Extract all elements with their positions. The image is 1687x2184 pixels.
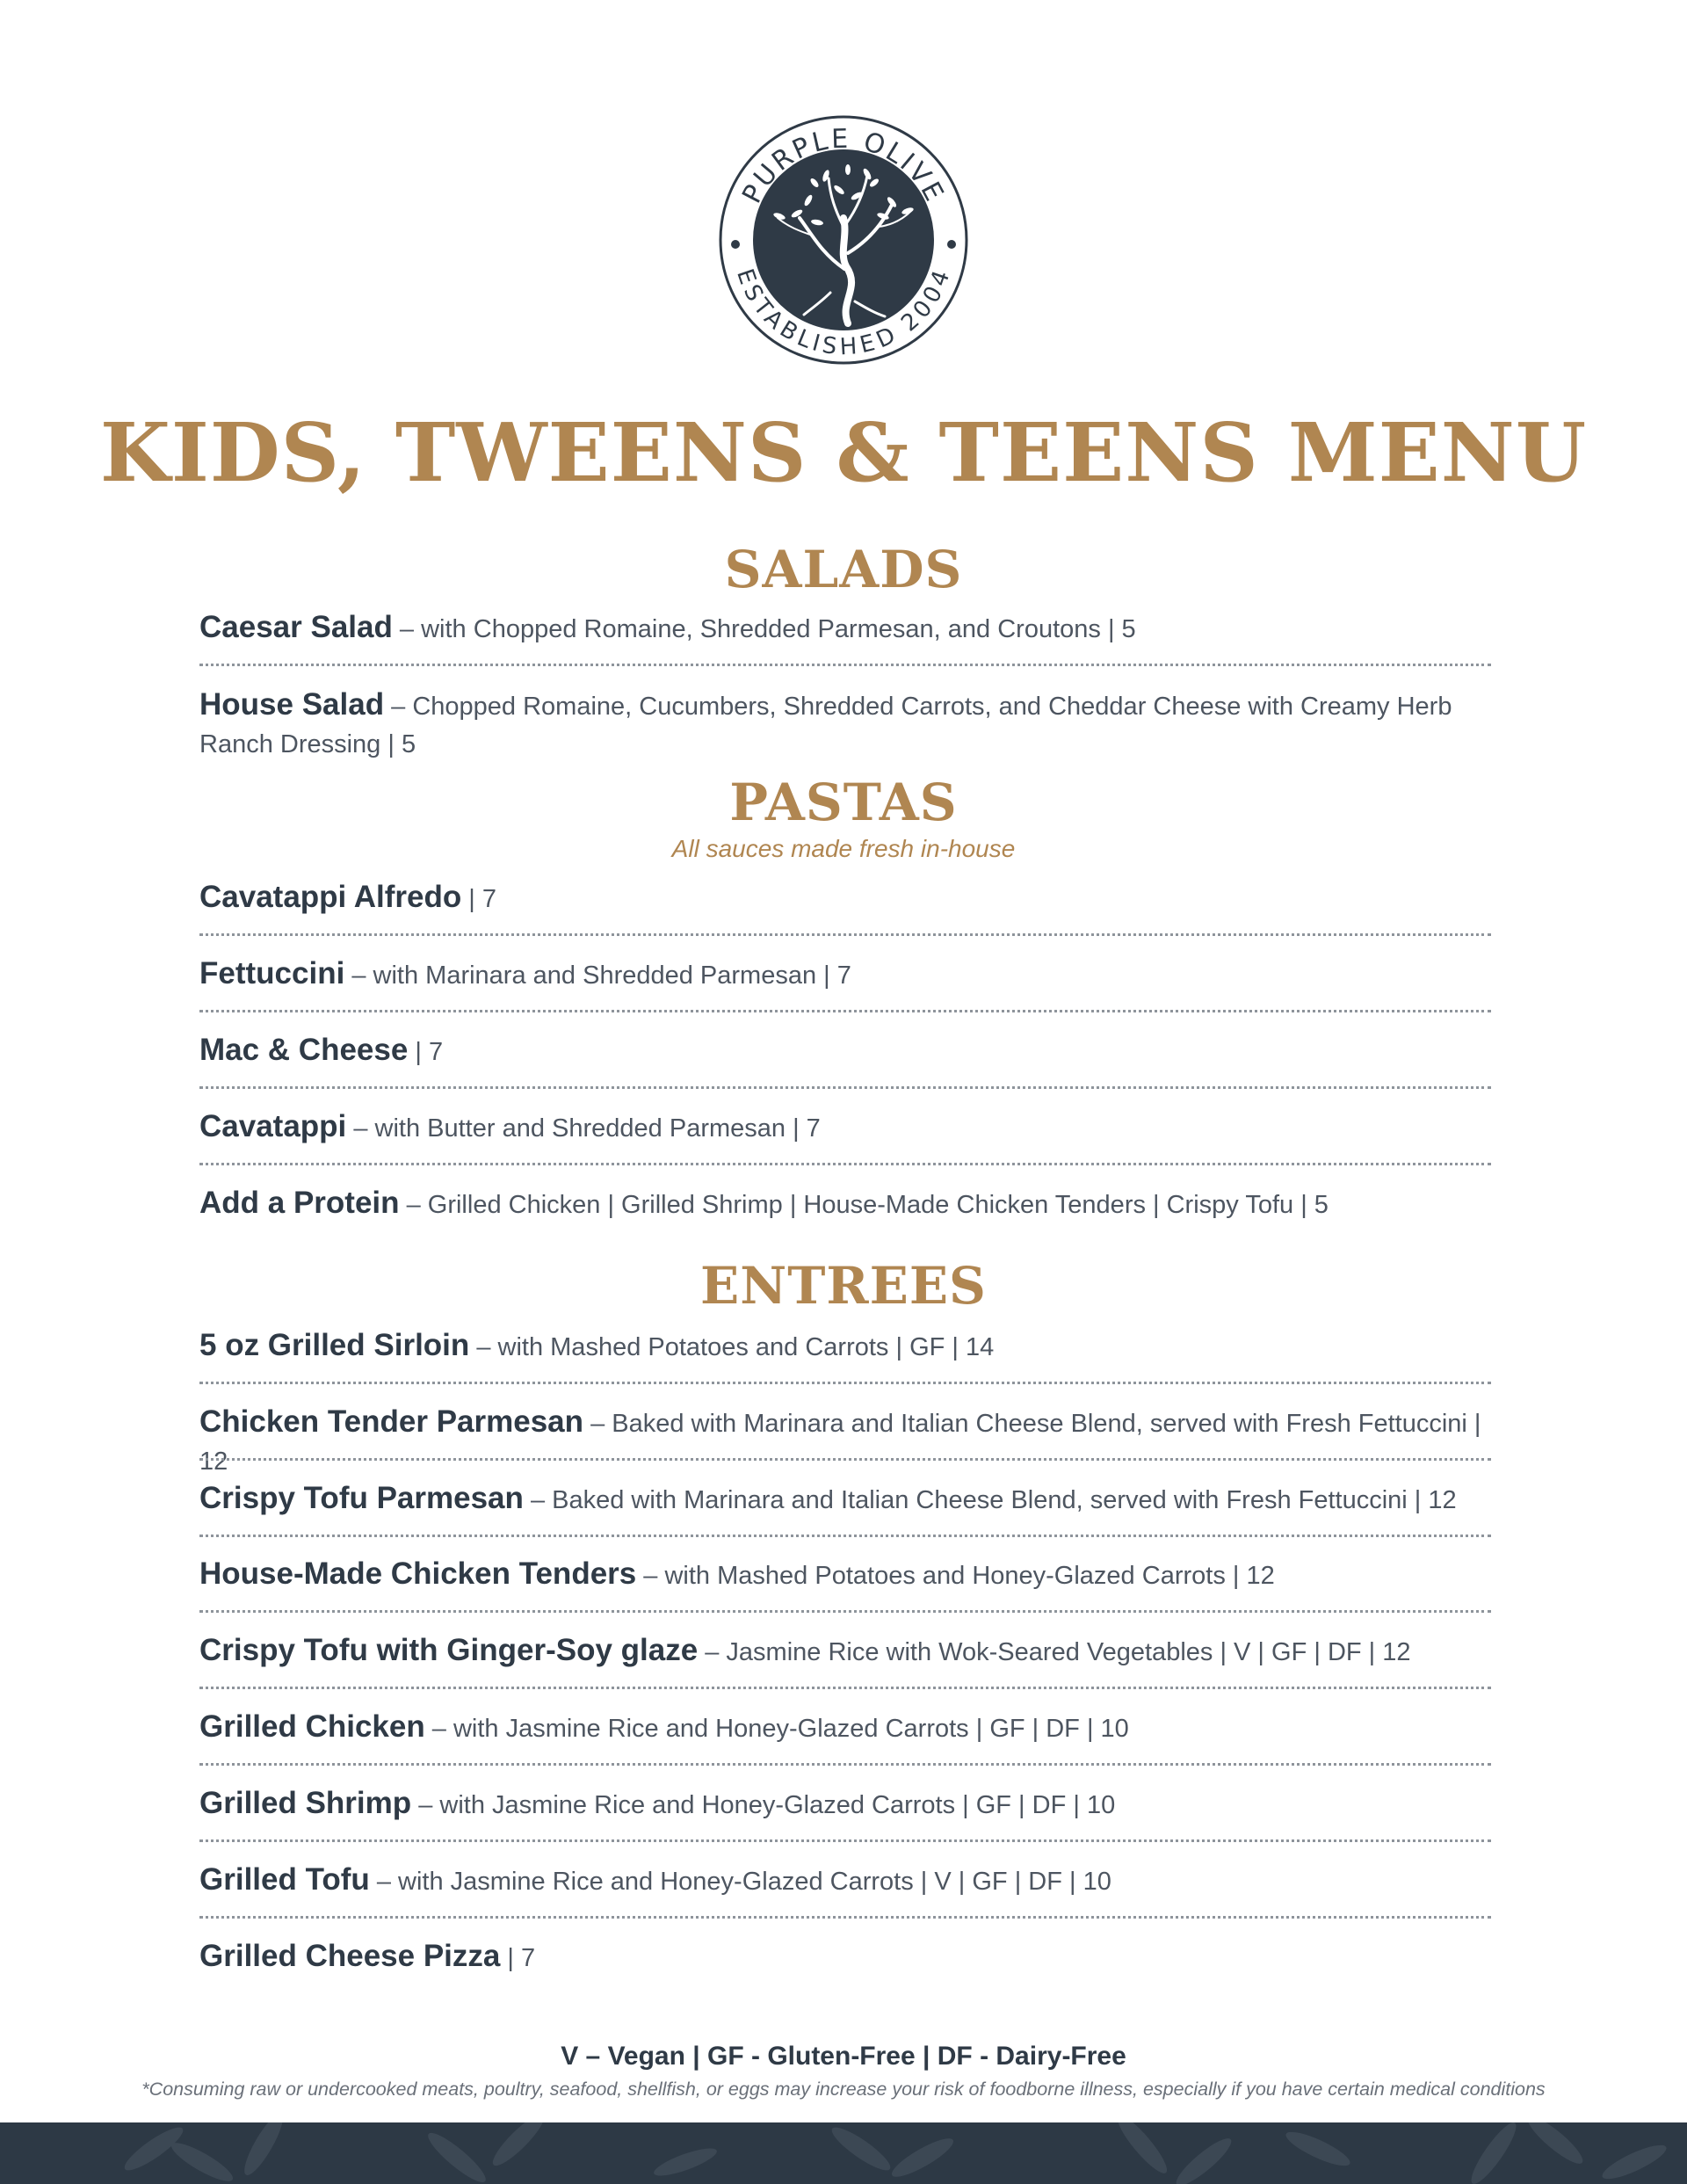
item-name: Crispy Tofu Parmesan	[199, 1481, 524, 1515]
item-name: Chicken Tender Parmesan	[199, 1404, 584, 1439]
pastas-heading: PASTAS	[729, 773, 958, 832]
dotted-divider	[199, 1763, 1491, 1766]
salads-heading: SALADS	[724, 540, 963, 599]
dietary-legend: V – Vegan | GF - Gluten-Free | DF - Dairy-Free	[561, 2042, 1126, 2071]
item-name: Cavatappi	[199, 1109, 347, 1143]
menu-item	[199, 1937, 1491, 1977]
item-detail: – Chopped Romaine, Cucumbers, Shredded Carrots, and Cheddar Cheese with Creamy Herb Ranch Dressing | 5	[199, 693, 1452, 758]
item-name: Add a Protein	[199, 1186, 400, 1220]
item-detail: – Baked with Marinara and Italian Cheese Blend, served with Fresh Fettuccini | 12	[199, 1410, 1481, 1476]
menu-item	[199, 1555, 1491, 1595]
item-detail: – Grilled Chicken | Grilled Shrimp | House-Made Chicken Tenders | Crispy Tofu | 5	[399, 1191, 1329, 1219]
item-name: Grilled Shrimp	[199, 1786, 412, 1820]
leaf-pattern-icon	[0, 2122, 1687, 2184]
olive-tree-seal-icon	[716, 112, 971, 367]
item-detail: – with Mashed Potatoes and Honey-Glazed Carrots | 12	[636, 1562, 1275, 1590]
menu-item	[199, 1861, 1491, 1901]
item-name: Fettuccini	[199, 956, 345, 990]
menu-item	[199, 1784, 1491, 1825]
item-detail: – with Mashed Potatoes and Carrots | GF | 14	[469, 1333, 995, 1361]
food-safety-disclaimer: *Consuming raw or undercooked meats, poultry, seafood, shellfish, or eggs may increase your risk of foodborne illness, especially if you have certain medical conditions	[141, 2079, 1546, 2100]
dotted-divider	[199, 1382, 1491, 1384]
dotted-divider	[199, 1163, 1491, 1165]
svg-text:ESTABLISHED 2004: ESTABLISHED 2004	[730, 265, 957, 361]
item-detail: – with Butter and Shredded Parmesan | 7	[346, 1114, 821, 1143]
item-name: Mac & Cheese	[199, 1033, 409, 1067]
item-detail: | 7	[500, 1944, 536, 1972]
item-name: 5 oz Grilled Sirloin	[199, 1328, 470, 1362]
item-detail: – with Jasmine Rice and Honey-Glazed Carrots | GF | DF | 10	[424, 1715, 1129, 1743]
item-name: Grilled Cheese Pizza	[199, 1939, 501, 1973]
item-name: Crispy Tofu with Ginger-Soy glaze	[199, 1633, 699, 1667]
item-name: Grilled Tofu	[199, 1862, 370, 1897]
item-name: Grilled Chicken	[199, 1709, 425, 1744]
menu-item	[199, 1403, 1491, 1481]
menu-item	[199, 1631, 1491, 1672]
item-detail: – with Marinara and Shredded Parmesan | 7	[344, 961, 851, 990]
menu-item	[199, 878, 1491, 918]
pastas-subtitle: All sauces made fresh in-house	[671, 835, 1016, 862]
item-detail: – with Jasmine Rice and Honey-Glazed Carrots | V | GF | DF | 10	[369, 1868, 1111, 1896]
dotted-divider	[199, 1086, 1491, 1089]
menu-item	[199, 1107, 1491, 1148]
menu-item	[199, 608, 1491, 649]
entrees-heading: ENTREES	[700, 1256, 987, 1316]
item-name: House Salad	[199, 687, 385, 722]
dotted-divider	[199, 1916, 1491, 1919]
item-detail: – Baked with Marinara and Italian Cheese Blend, served with Fresh Fettuccini | 12	[523, 1486, 1457, 1514]
item-detail: | 7	[461, 885, 496, 913]
dotted-divider	[199, 1687, 1491, 1689]
footer-band	[0, 2122, 1687, 2184]
item-detail: – with Chopped Romaine, Shredded Parmesan, and Croutons | 5	[392, 615, 1136, 643]
menu-item	[199, 686, 1491, 764]
dotted-divider	[199, 1839, 1491, 1842]
item-detail: – Jasmine Rice with Wok-Seared Vegetables | V | GF | DF | 12	[698, 1638, 1411, 1666]
item-detail: | 7	[408, 1038, 444, 1066]
dotted-divider	[199, 1010, 1491, 1012]
item-name: House-Made Chicken Tenders	[199, 1556, 637, 1591]
menu-item	[199, 1184, 1491, 1224]
menu-item	[199, 954, 1491, 995]
menu-item	[199, 1326, 1491, 1367]
purple-olive-logo	[716, 112, 971, 367]
menu-item	[199, 1479, 1491, 1520]
menu-item	[199, 1708, 1491, 1748]
svg-text:PURPLE OLIVE: PURPLE OLIVE	[736, 123, 951, 209]
menu-title: KIDS, TWEENS & TEENS MENU	[99, 405, 1588, 500]
item-name: Caesar Salad	[199, 610, 393, 644]
item-detail: – with Jasmine Rice and Honey-Glazed Carrots | GF | DF | 10	[411, 1791, 1116, 1819]
dotted-divider	[199, 1458, 1491, 1461]
dotted-divider	[199, 1610, 1491, 1613]
item-name: Cavatappi Alfredo	[199, 880, 462, 914]
dotted-divider	[199, 664, 1491, 666]
dotted-divider	[199, 933, 1491, 936]
dotted-divider	[199, 1535, 1491, 1537]
menu-item	[199, 1031, 1491, 1071]
